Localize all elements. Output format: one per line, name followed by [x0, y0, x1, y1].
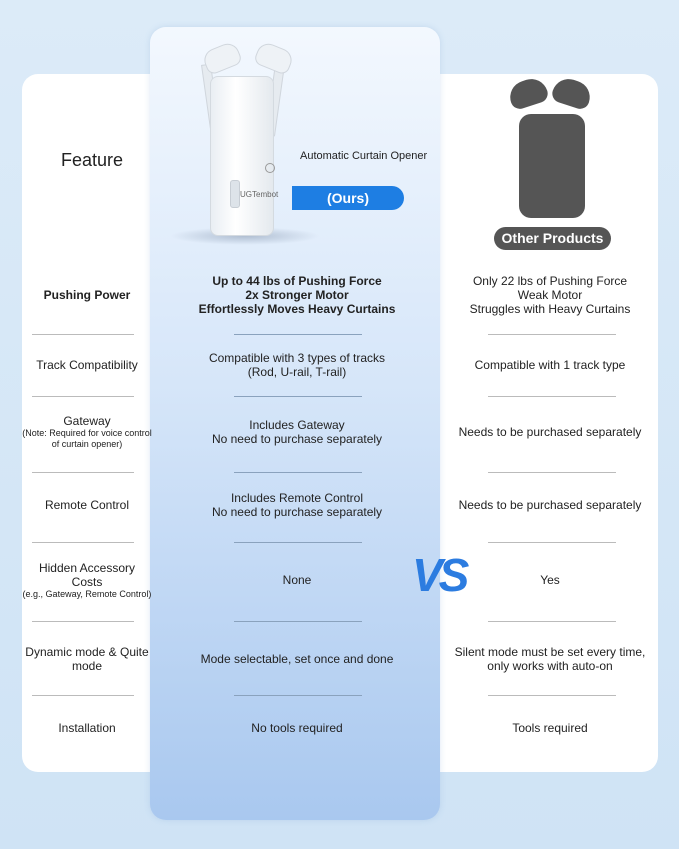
row-divider: [234, 396, 362, 397]
other-value: [440, 265, 660, 325]
other-value: [440, 342, 660, 388]
other-value-line: Compatible with 1 track type: [474, 358, 626, 372]
vs-label: VS: [412, 549, 466, 601]
ours-value: [152, 478, 442, 532]
feature-name: Installation: [58, 721, 116, 735]
other-product-image: [505, 78, 595, 220]
row-divider: [488, 472, 616, 473]
row-divider: [32, 472, 134, 473]
feature-name: Pushing Power: [43, 288, 131, 302]
other-value: [440, 550, 660, 610]
feature-name: Gateway: [63, 414, 111, 428]
row-label: [22, 342, 152, 388]
other-value: [440, 400, 660, 464]
row-divider: [488, 396, 616, 397]
feature-name: Remote Control: [44, 498, 130, 512]
other-value-line: Struggles with Heavy Curtains: [469, 302, 631, 316]
row-divider: [32, 695, 134, 696]
ours-value-line: No need to purchase separately: [211, 432, 383, 446]
other-value-line: Silent mode must be set every time,: [454, 645, 646, 659]
other-value-line: Weak Motor: [517, 288, 583, 302]
ours-value-line: (Rod, U-rail, T-rail): [247, 365, 347, 379]
row-divider: [234, 542, 362, 543]
ours-value-line: Includes Remote Control: [230, 491, 364, 505]
other-value: [440, 630, 660, 688]
row-label: [22, 708, 152, 748]
device-brand: UGTembot: [240, 190, 279, 199]
row-divider: [488, 621, 616, 622]
ours-value: [152, 400, 442, 464]
ours-value-line: Includes Gateway: [249, 418, 345, 432]
ours-value: [152, 550, 442, 610]
row-divider: [488, 542, 616, 543]
other-value-line: Tools required: [512, 721, 588, 735]
ours-badge: (Ours): [292, 186, 404, 210]
curtain-opener-image: [180, 40, 310, 245]
other-value-line: only works with auto-on: [487, 659, 613, 673]
ours-value-line: No need to purchase separately: [211, 505, 383, 519]
row-label: [22, 630, 152, 688]
other-value-line: Yes: [540, 573, 560, 587]
row-label: [22, 265, 152, 325]
ours-value: [152, 342, 442, 388]
feature-name: Dynamic mode & Quite mode: [25, 645, 149, 673]
row-label: [22, 478, 152, 532]
row-divider: [488, 334, 616, 335]
feature-heading: Feature: [60, 150, 124, 170]
ours-value-line: 2x Stronger Motor: [245, 288, 349, 302]
other-value: [440, 478, 660, 532]
ours-value-line: Up to 44 lbs of Pushing Force: [212, 274, 382, 288]
row-divider: [32, 542, 134, 543]
ours-value: [152, 708, 442, 748]
row-divider: [234, 621, 362, 622]
row-divider: [234, 334, 362, 335]
row-divider: [488, 695, 616, 696]
ours-caption: Automatic Curtain Opener: [300, 150, 428, 162]
ours-value-line: No tools required: [251, 721, 343, 735]
feature-name: Track Compatibility: [36, 358, 138, 372]
ours-value-line: Effortlessly Moves Heavy Curtains: [198, 302, 396, 316]
ours-value: [152, 265, 442, 325]
row-divider: [32, 621, 134, 622]
row-divider: [32, 334, 134, 335]
other-value-line: Needs to be purchased separately: [458, 498, 642, 512]
ours-value-line: Mode selectable, set once and done: [200, 652, 394, 666]
other-value-line: Needs to be purchased separately: [458, 425, 642, 439]
ours-value: [152, 630, 442, 688]
other-products-badge: Other Products: [494, 227, 611, 250]
ours-value-line: None: [282, 573, 312, 587]
feature-note: (e.g., Gateway, Remote Control): [22, 588, 152, 599]
row-divider: [234, 472, 362, 473]
row-label: [22, 550, 152, 610]
row-label: [22, 400, 152, 464]
ours-value-line: Compatible with 3 types of tracks: [208, 351, 386, 365]
row-divider: [234, 695, 362, 696]
other-value-line: Only 22 lbs of Pushing Force: [472, 274, 628, 288]
feature-note: (Note: Required for voice control of curtain opener): [22, 428, 152, 449]
other-value: [440, 708, 660, 748]
row-divider: [32, 396, 134, 397]
feature-name: Hidden Accessory Costs: [38, 560, 136, 589]
